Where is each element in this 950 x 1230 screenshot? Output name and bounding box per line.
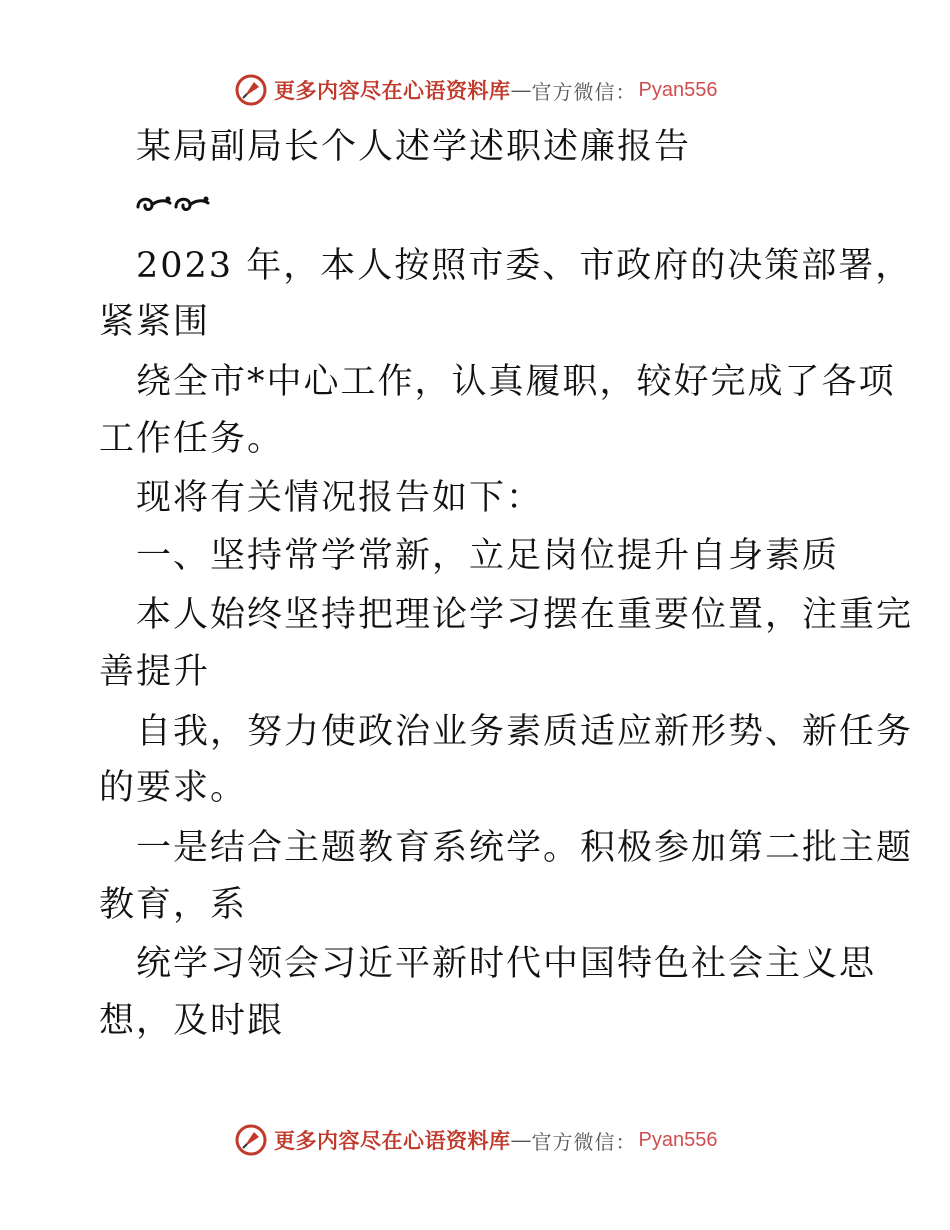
banner-label: 官方微信： (531, 79, 637, 104)
paragraph-line: 现将有关情况报告如下： (136, 478, 544, 518)
footer-banner (234, 1120, 717, 1160)
header-banner (234, 70, 717, 110)
paragraph-line: 的要求。 (99, 768, 248, 808)
paragraph-line: 善提升 (99, 652, 211, 692)
paragraph-line: 想，及时跟 (99, 1001, 285, 1041)
banner-wechat-id: Pyan556 (638, 1128, 718, 1151)
banner-main-text: 更多内容尽在心语资料库 (274, 1128, 511, 1153)
banner-dash: — (510, 78, 532, 102)
banner-dash: — (510, 1128, 532, 1152)
pen-nib-logo-icon (234, 1123, 268, 1157)
paragraph-line: 工作任务。 (99, 419, 285, 459)
banner-label: 官方微信： (531, 1129, 637, 1154)
paragraph-line: 一是结合主题教育系统学。积极参加第二批主题 (136, 828, 914, 868)
fleuron-ornament-icon (134, 189, 214, 219)
banner-wechat-id: Pyan556 (638, 78, 718, 101)
paragraph-line: 绕全市*中心工作，认真履职，较好完成了各项 (136, 362, 896, 402)
paragraph-line: 教育，系 (99, 885, 248, 925)
paragraph-line: 统学习领会习近平新时代中国特色社会主义思 (136, 944, 877, 984)
pen-nib-logo-icon (234, 73, 268, 107)
paragraph-line: 自我，努力使政治业务素质适应新形势、新任务 (136, 712, 914, 752)
banner-main-text: 更多内容尽在心语资料库 (274, 78, 511, 103)
document-title: 某局副局长个人述学述职述廉报告 (136, 127, 692, 167)
paragraph-line: 本人始终坚持把理论学习摆在重要位置，注重完 (136, 595, 914, 635)
paragraph-line: 2023 年，本人按照市委、市政府的决策部署， (136, 246, 913, 286)
paragraph-line: 紧紧围 (99, 302, 211, 342)
section-heading: 一、坚持常学常新，立足岗位提升自身素质 (136, 536, 840, 576)
